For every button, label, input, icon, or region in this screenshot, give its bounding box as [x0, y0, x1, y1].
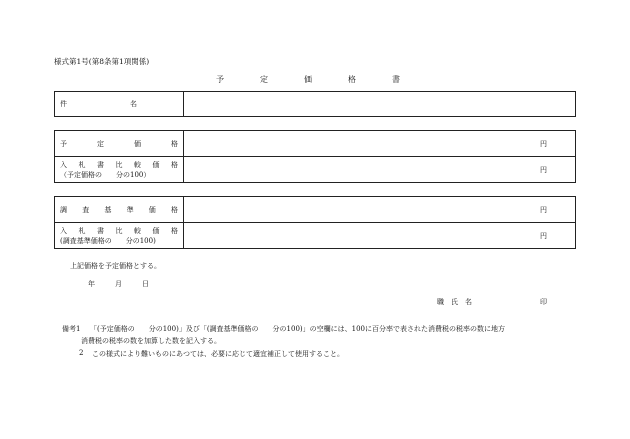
yen-unit: 円	[540, 231, 547, 240]
remarks-heading: 備考1	[62, 325, 81, 333]
item-name-label-cell	[55, 92, 184, 117]
bid-comparison-label-cell	[55, 157, 184, 183]
seal-mark: 印	[540, 298, 547, 306]
remarks-note1-line1: 「(予定価格の 分の100)」及び「(調査基準価格の 分の100)」の空欄には、100に百分率で表された消費税の税率の数に地方	[90, 325, 506, 333]
survey-bid-comparison-sublabel: (調査基準価格の 分の100)	[60, 236, 156, 245]
survey-bid-comparison-label: 入 札 書 比 較 価 格	[60, 226, 178, 235]
bid-comparison-price-field[interactable]	[184, 157, 576, 183]
yen-unit: 円	[540, 139, 547, 148]
item-name-label: 件 名	[60, 100, 137, 108]
planned-price-table	[54, 130, 576, 183]
remarks-note2-number: 2	[79, 349, 84, 357]
planned-price-field[interactable]	[184, 131, 576, 157]
bid-comparison-sublabel: （予定価格の 分の100）	[60, 170, 151, 179]
form-number: 様式第1号(第8条第1項関係)	[54, 57, 150, 66]
planned-price-label-cell	[55, 131, 184, 157]
survey-price-table	[54, 196, 576, 249]
survey-price-label: 調 査 基 準 価 格	[60, 205, 178, 214]
remarks-note2-text: この様式により難いものにあつては、必要に応じて適宜補正して使用すること。	[92, 350, 344, 358]
yen-unit: 円	[540, 205, 547, 214]
survey-price-field[interactable]	[184, 197, 576, 223]
official-name-label: 職 氏 名	[437, 298, 472, 306]
survey-price-label-cell	[55, 197, 184, 223]
date-line: 年 月 日	[88, 280, 151, 288]
remarks-note1-line2: 消費税の税率の数を加算した数を記入する。	[81, 337, 221, 345]
yen-unit: 円	[540, 165, 547, 174]
item-name-field[interactable]	[184, 92, 576, 117]
bid-comparison-label: 入 札 書 比 較 価 格	[60, 160, 178, 169]
survey-bid-comparison-label-cell	[55, 223, 184, 249]
statement-text: 上記価格を予定価格とする。	[70, 262, 161, 270]
item-table	[54, 91, 576, 117]
planned-price-label: 予 定 価 格	[60, 139, 178, 148]
survey-bid-comparison-price-field[interactable]	[184, 223, 576, 249]
document-title: 予 定 価 格 書	[216, 75, 414, 84]
